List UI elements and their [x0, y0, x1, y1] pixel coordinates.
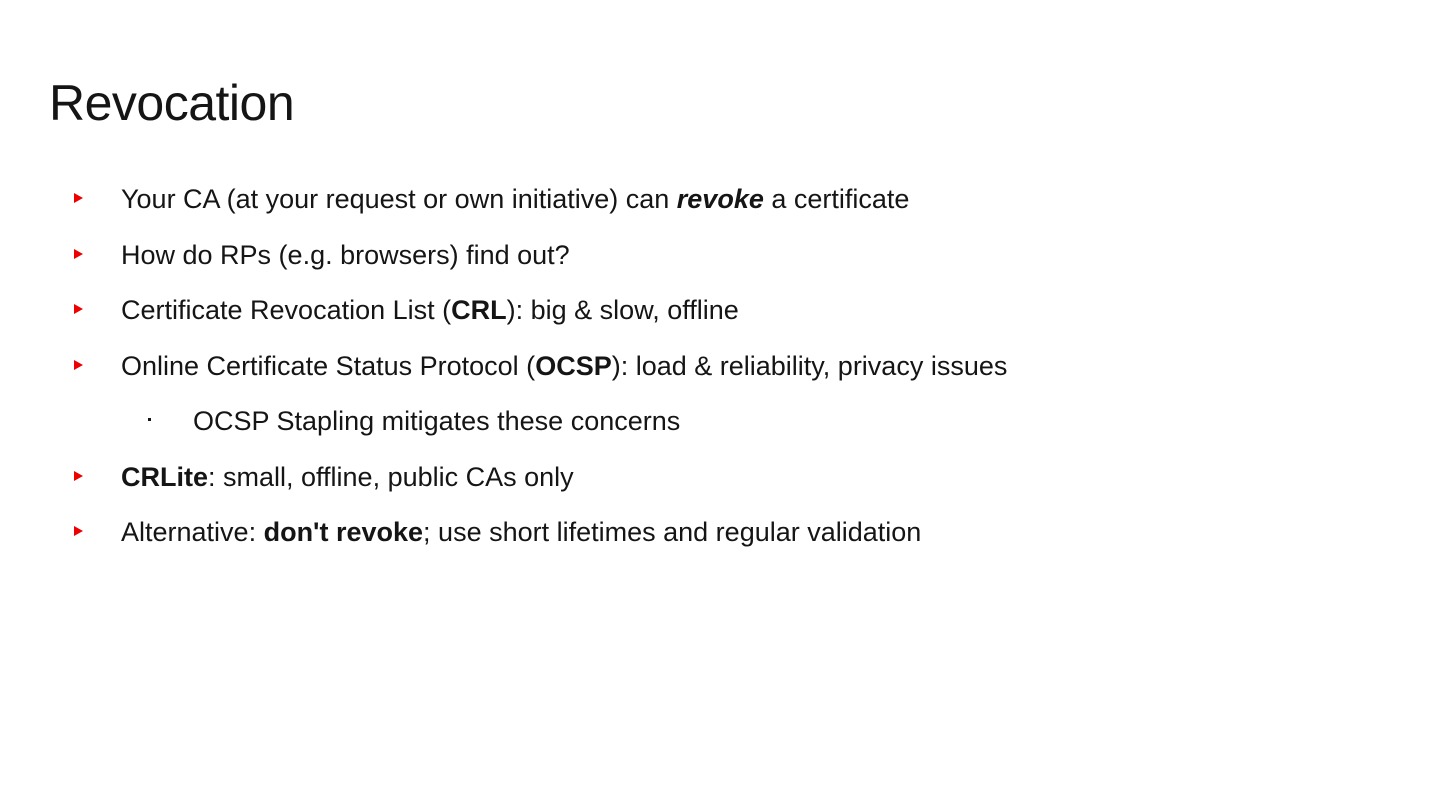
sub-bullet-ocsp-stapling [0, 393, 1300, 449]
bullet-text-part: Certificate Revocation List ( [121, 295, 452, 325]
bullet-crl [0, 282, 1300, 338]
bullet-text-part: Online Certificate Status Protocol ( [121, 350, 536, 381]
bullet-ocsp [0, 338, 1300, 394]
bullet-text-part: ): big & slow, offline [506, 295, 739, 325]
bullet-alternative [0, 504, 1300, 560]
bullet-text-part: : small, offline, public CAs only [208, 461, 574, 492]
bullet-text [121, 462, 574, 492]
bullet-rps [0, 227, 1300, 283]
slide-title: Revocation [49, 75, 295, 131]
bullet-revoke [0, 171, 1300, 227]
bullet-text-part: Alternative: [121, 517, 264, 547]
bullet-text [121, 517, 921, 547]
emphasis-crlite: CRLite [121, 461, 208, 492]
bullet-triangle-icon [74, 360, 83, 370]
bullet-text-part: a certificate [763, 184, 910, 214]
bullet-text [121, 184, 909, 214]
bullet-text-part: Your CA (at your request or own initiative) can [121, 184, 677, 214]
emphasis-ocsp: OCSP [535, 350, 612, 381]
bullet-triangle-icon [74, 526, 83, 536]
bullet-triangle-icon [74, 471, 83, 481]
bullet-text-part: OCSP Stapling mitigates these concerns [193, 406, 681, 436]
bullet-text [193, 406, 680, 436]
bullet-crlite [0, 449, 1300, 505]
emphasis-revoke: revoke [676, 184, 764, 214]
bullet-text [121, 351, 1007, 381]
emphasis-dont-revoke: don't revoke [263, 517, 424, 547]
emphasis-crl: CRL [451, 295, 507, 325]
bullet-text-part: ; use short lifetimes and regular validation [423, 517, 922, 547]
bullet-text [121, 240, 570, 270]
bullet-text-part: ): load & reliability, privacy issues [611, 350, 1008, 381]
bullet-dot-icon [148, 418, 151, 421]
bullet-triangle-icon [74, 304, 83, 314]
bullet-text-part: How do RPs (e.g. browsers) find out? [121, 239, 570, 270]
bullet-triangle-icon [74, 249, 83, 259]
bullet-triangle-icon [74, 193, 83, 203]
bullet-text [121, 295, 739, 325]
